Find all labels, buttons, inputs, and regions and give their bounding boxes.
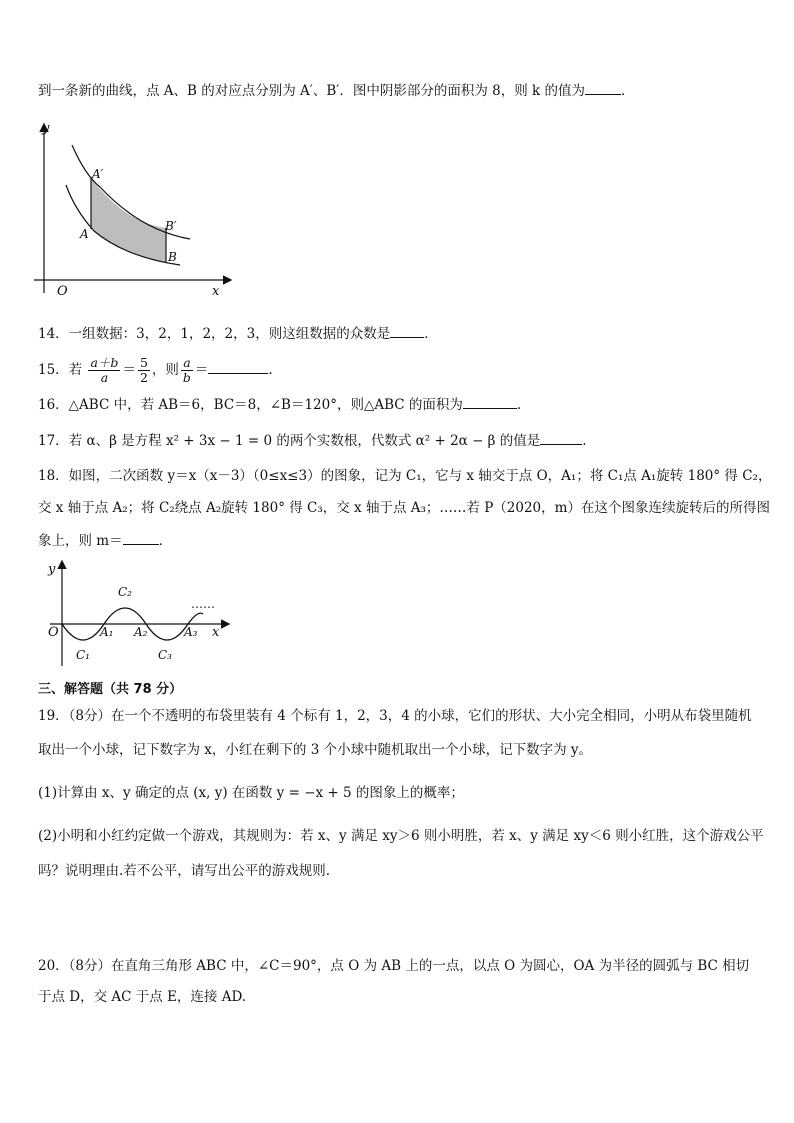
- q13-blank: [585, 80, 621, 95]
- q19-part1: (1)计算由 x、y 确定的点 (x, y) 在函数 y = −x + 5 的图象上的概率；: [38, 785, 464, 801]
- q14-end: ．: [424, 326, 438, 342]
- q13-shaded-region: [91, 178, 166, 263]
- q15-eq: ＝: [122, 362, 136, 378]
- q15-end: .: [268, 362, 273, 378]
- q18-label-c2: C₂: [118, 585, 132, 599]
- q17-blank: [540, 430, 582, 445]
- q16: [38, 394, 521, 415]
- q15-frac3: $\frac{a}{b}$: [182, 355, 191, 385]
- q13-end: ．: [621, 83, 635, 99]
- q18-label-a2: A₂: [134, 625, 148, 639]
- q19-line2: 取出一个小球，记下数字为 x，小红在剩下的 3 个小球中随机取出一个小球，记下数字为 y。: [38, 742, 592, 758]
- q18-blank: [123, 530, 159, 545]
- q20-line1: 20．（8分）在直角三角形 ABC 中，∠C＝90°，点 O 为 AB 上的一点，以点 O 为圆心，OA 为半径的圆弧与 BC 相切: [38, 958, 750, 974]
- q18-end: ．: [158, 533, 173, 549]
- q13-figure: [30, 115, 240, 300]
- q18-label-a1: A₁: [100, 625, 114, 639]
- q17-text: 17．若 α、β 是方程 x² + 3x − 1 = 0 的两个实数根，代数式 α² + 2α − β 的值是: [38, 433, 541, 449]
- q19-part2: (2)小明和小红约定做一个游戏，其规则为：若 x、y 满足 xy＞6 则小明胜，若 x、y 满足 xy＜6 则小红胜，这个游戏公平: [38, 828, 764, 844]
- section-heading: 三、解答题（共 78 分）: [38, 682, 183, 697]
- q18-label-y: y: [48, 562, 56, 577]
- q15: [38, 352, 273, 388]
- q18-line3-text: 象上，则 m＝: [38, 533, 123, 549]
- q13-label-b-prime: B′: [165, 219, 177, 233]
- q15-blank: [208, 359, 268, 374]
- q18-label-a3: A₃: [184, 625, 198, 639]
- q15-mid: ，则: [151, 362, 179, 378]
- q13-label-o: O: [57, 284, 68, 299]
- q15-frac1: $\frac{a+b}{a}$: [90, 355, 119, 385]
- q17: [38, 430, 587, 451]
- q16-text: 16．△ABC 中，若 AB＝6，BC＝8，∠B＝120°，则△ABC 的面积为: [38, 397, 463, 413]
- q14: [38, 323, 438, 344]
- q18-label-o: O: [48, 625, 59, 640]
- q18-label-x: x: [212, 625, 220, 640]
- q18-line3: [38, 530, 172, 551]
- q20-line2: 于点 D，交 AC 于点 E，连接 AD.: [38, 989, 247, 1005]
- q18-dots: ……: [191, 597, 215, 611]
- q15-post: ＝: [194, 362, 209, 378]
- q13-label-b: B: [168, 250, 177, 264]
- q19-line1: 19．（8分）在一个不透明的布袋里装有 4 个标有 1，2，3，4 的小球，它们的形状、大小完全相同，小明从布袋里随机: [38, 708, 752, 724]
- q17-end: .: [582, 433, 587, 449]
- q13-label-a-prime: A′: [92, 167, 104, 181]
- q14-blank: [390, 323, 424, 338]
- q15-pre: 15．若: [38, 362, 83, 378]
- q13-tail: 到一条新的曲线，点 A、B 的对应点分别为 A′、B′．图中阴影部分的面积为 8，则 k 的值为: [38, 83, 585, 99]
- q18-label-c3: C₃: [158, 648, 172, 662]
- q13-label-a: A: [80, 227, 89, 241]
- q16-blank: [463, 394, 517, 409]
- q14-text: 14．一组数据：3，2，1，2，2，3，则这组数据的众数是: [38, 326, 391, 342]
- q18-line2: 交 x 轴于点 A₂；将 C₂绕点 A₂旋转 180° 得 C₃，交 x 轴于点 A₃；……若 P（2020，m）在这个图象连续旋转后的所得图: [38, 500, 770, 516]
- q15-frac2: $\frac{5}{2}$: [139, 355, 148, 385]
- q13-label-x: x: [212, 284, 220, 299]
- q18-line1: 18．如图，二次函数 y＝x（x－3）（0≤x≤3）的图象，记为 C₁，它与 x 轴交于点 O，A₁；将 C₁点 A₁旋转 180° 得 C₂，: [38, 468, 772, 484]
- q13-text: [38, 80, 635, 101]
- q13-label-y: y: [42, 121, 50, 136]
- q16-end: .: [516, 397, 522, 413]
- q18-figure: [38, 558, 238, 668]
- q19-part3: 吗？说明理由.若不公平，请写出公平的游戏规则.: [38, 863, 331, 879]
- q18-label-c1: C₁: [76, 648, 90, 662]
